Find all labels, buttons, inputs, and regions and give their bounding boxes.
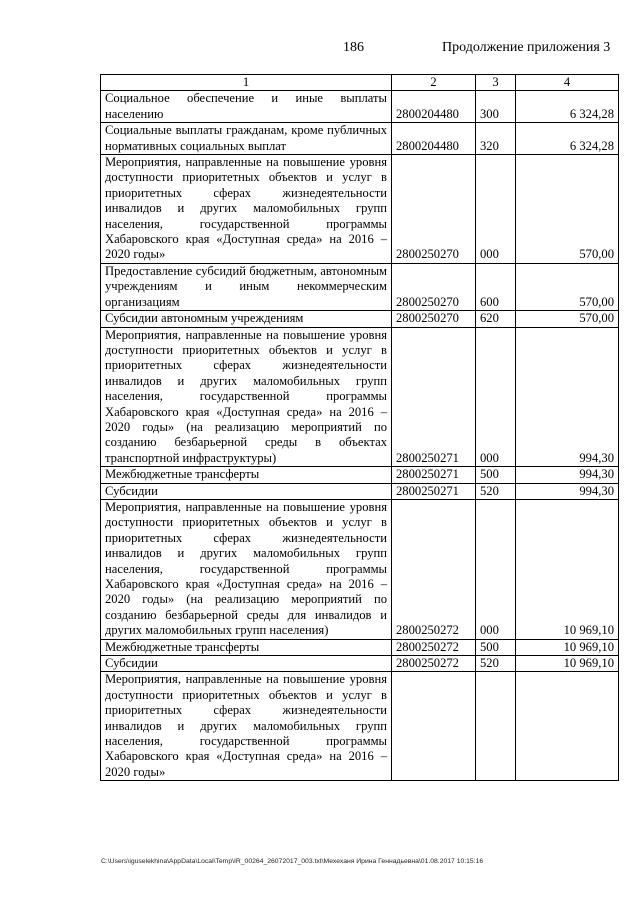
- row-amount-cell: 994,30: [516, 467, 619, 483]
- row-code-cell: 2800250270: [392, 311, 476, 327]
- continuation-label: Продолжение приложения 3: [442, 40, 611, 55]
- row-amount-cell: 10 969,10: [516, 499, 619, 639]
- table-row: [101, 467, 619, 483]
- table-row: [101, 263, 619, 310]
- row-type-cell: 000: [476, 327, 516, 467]
- page-number: 186: [343, 40, 364, 55]
- table-row: [101, 123, 619, 155]
- row-amount-cell: 6 324,28: [516, 123, 619, 155]
- row-name-cell: Межбюджетные трансферты: [101, 639, 392, 655]
- row-type-cell: [476, 672, 516, 781]
- row-code-cell: 2800250271: [392, 483, 476, 499]
- row-code-cell: 2800250270: [392, 263, 476, 310]
- row-amount-cell: 10 969,10: [516, 639, 619, 655]
- row-code-cell: 2800204480: [392, 91, 476, 123]
- row-type-cell: 320: [476, 123, 516, 155]
- row-name-cell: Мероприятия, направленные на повышение уровня доступности приоритетных объектов и услуг в приоритетных сферах жизнедеятельности инвалидов и других маломобильных групп населения, государственной программы Хабаровского края «Доступная среда» на 2016 – 2020 годы» (на реализацию мероприятий по созданию безбарьерной среды в объектах транспортной инфраструктуры): [101, 327, 392, 467]
- row-amount-cell: 570,00: [516, 155, 619, 264]
- row-name-cell: Социальное обеспечение и иные выплаты населению: [101, 91, 392, 123]
- file-path-footer: C:\Users\iguselekhina\AppData\Local\Temp\IR_00264_26072017_003.txt\Мехеханя Ирина Геннадьевна\01.08.2017 10:15:16: [101, 858, 484, 865]
- row-type-cell: 500: [476, 467, 516, 483]
- row-name-cell: Мероприятия, направленные на повышение уровня доступности приоритетных объектов и услуг в приоритетных сферах жизнедеятельности инвалидов и других маломобильных групп населения, государственной программы Хабаровского края «Доступная среда» на 2016 – 2020 годы»: [101, 672, 392, 781]
- row-type-cell: 520: [476, 656, 516, 672]
- row-name-cell: Мероприятия, направленные на повышение уровня доступности приоритетных объектов и услуг в приоритетных сферах жизнедеятельности инвалидов и других маломобильных групп населения, государственной программы Хабаровского края «Доступная среда» на 2016 – 2020 годы» (на реализацию мероприятий по созданию безбарьерной среды для инвалидов и других маломобильных групп населения): [101, 499, 392, 639]
- row-name-cell: Субсидии автономным учреждениям: [101, 311, 392, 327]
- table-row: [101, 155, 619, 264]
- table-row: [101, 91, 619, 123]
- table-row: [101, 656, 619, 672]
- table-row: [101, 499, 619, 639]
- row-amount-cell: 570,00: [516, 311, 619, 327]
- row-code-cell: 2800250272: [392, 656, 476, 672]
- row-code-cell: 2800250270: [392, 155, 476, 264]
- row-name-cell: Мероприятия, направленные на повышение уровня доступности приоритетных объектов и услуг в приоритетных сферах жизнедеятельности инвалидов и других маломобильных групп населения, государственной программы Хабаровского края «Доступная среда» на 2016 – 2020 годы»: [101, 155, 392, 264]
- table-row: [101, 327, 619, 467]
- column-header: 4: [516, 75, 619, 91]
- row-amount-cell: 994,30: [516, 483, 619, 499]
- row-amount-cell: 10 969,10: [516, 656, 619, 672]
- row-name-cell: Субсидии: [101, 483, 392, 499]
- row-code-cell: 2800204480: [392, 123, 476, 155]
- row-code-cell: 2800250272: [392, 639, 476, 655]
- row-amount-cell: 6 324,28: [516, 91, 619, 123]
- column-header: 2: [392, 75, 476, 91]
- table-row: [101, 483, 619, 499]
- row-amount-cell: 570,00: [516, 263, 619, 310]
- row-code-cell: [392, 672, 476, 781]
- row-name-cell: Социальные выплаты гражданам, кроме публичных нормативных социальных выплат: [101, 123, 392, 155]
- row-type-cell: 600: [476, 263, 516, 310]
- table-row: [101, 672, 619, 781]
- budget-table: [100, 74, 619, 781]
- row-code-cell: 2800250271: [392, 467, 476, 483]
- row-type-cell: 620: [476, 311, 516, 327]
- row-type-cell: 520: [476, 483, 516, 499]
- row-amount-cell: [516, 672, 619, 781]
- table-row: [101, 639, 619, 655]
- row-name-cell: Межбюджетные трансферты: [101, 467, 392, 483]
- column-header: 1: [101, 75, 392, 91]
- row-code-cell: 2800250272: [392, 499, 476, 639]
- row-name-cell: Субсидии: [101, 656, 392, 672]
- row-name-cell: Предоставление субсидий бюджетным, автономным учреждениям и иным некоммерческим организациям: [101, 263, 392, 310]
- row-type-cell: 000: [476, 499, 516, 639]
- table-row: [101, 311, 619, 327]
- row-code-cell: 2800250271: [392, 327, 476, 467]
- row-type-cell: 000: [476, 155, 516, 264]
- table-header-row: [101, 75, 619, 91]
- row-amount-cell: 994,30: [516, 327, 619, 467]
- column-header: 3: [476, 75, 516, 91]
- row-type-cell: 500: [476, 639, 516, 655]
- row-type-cell: 300: [476, 91, 516, 123]
